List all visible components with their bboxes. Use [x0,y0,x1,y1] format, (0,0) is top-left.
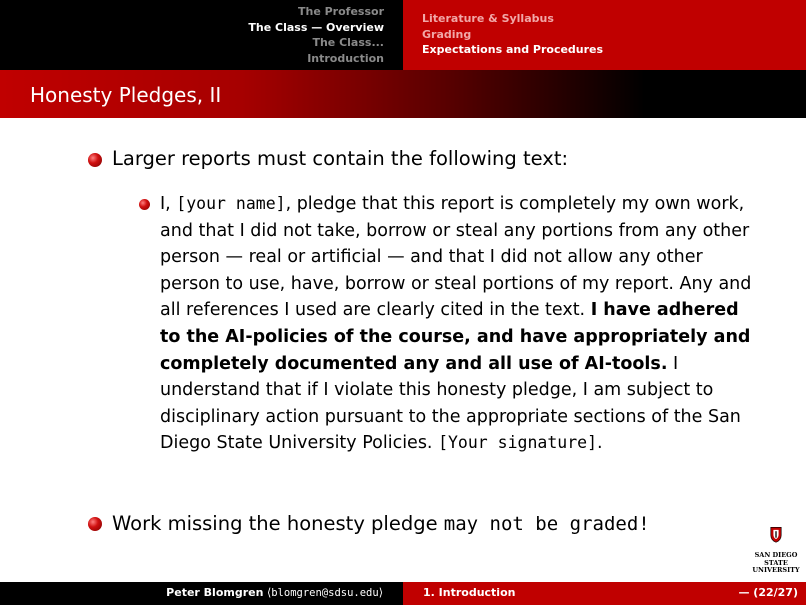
nav-item-class-overview[interactable]: The Class — Overview [248,20,384,34]
bullet-icon [88,517,102,531]
sdsu-logo-icon [746,526,806,552]
nav-item-literature-syllabus[interactable]: Literature & Syllabus [422,12,554,25]
footer-section-panel [403,582,806,605]
nav-item-expectations-procedures[interactable]: Expectations and Procedures [422,43,604,56]
footer-author: Peter Blomgren ⟨blomgren@sdsu.edu⟩ [166,586,383,599]
bullet-icon [88,153,102,167]
footer-section-title[interactable]: 1. Introduction [423,586,516,599]
bullet-item-missing-pledge: Work missing the honesty pledge may not be graded! [112,512,650,535]
bullet-item-larger-reports: Larger reports must contain the following text: [112,147,569,170]
author-email: blomgren@sdsu.edu [271,587,379,599]
ai-policy-statement: I have adhered to the AI-policies of the course, and have appropriately and completely documented any and all use of AI-tools. [160,300,751,374]
frame-title-bar [0,70,806,118]
footer-author-panel [0,582,403,605]
signature-placeholder: [Your signature] [438,433,598,453]
nav-subsections-panel [403,0,806,70]
page-number: — (22/27) [738,586,798,599]
sdsu-wordmark: SAN DIEGO STATE UNIVERSITY [752,551,800,574]
honesty-pledge-text: I, [your name], pledge that this report is completely my own work, and that I did not take, borrow or steal any portions from any other person — real or artificial — and that I did not allow any other person to use, have, borrow or steal portions of my report. Any and all references I used are clearly cited in the text. I have adhered to the AI-policies of the course, and have appropriately and completely documented any and all use of AI-tools. I understand that if I violate this honesty pledge, I am subject to disciplinary action pursuant to the appropriate sections of the San Diego State University Policies. [Your signature]. [160,194,752,454]
nav-item-the-class[interactable]: The Class... [312,36,384,49]
nav-item-the-professor[interactable]: The Professor [298,5,384,18]
nav-sections-panel [0,0,403,70]
name-placeholder: [your name] [176,194,286,213]
frame-title: Honesty Pledges, II [30,83,222,107]
footer-bar [0,582,806,605]
sub-bullet-icon [139,199,150,210]
may-not-be-graded-text: may not be graded! [443,513,650,535]
nav-item-grading[interactable]: Grading [422,27,472,41]
header-navigation [0,0,806,70]
nav-item-introduction[interactable]: Introduction [307,51,384,65]
